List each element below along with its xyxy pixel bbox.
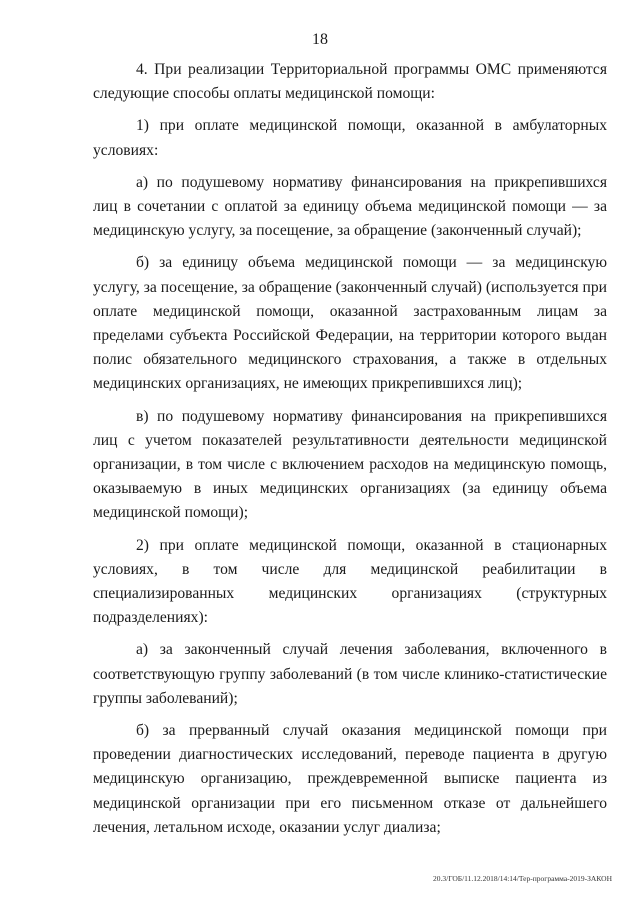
paragraph: в) по подушевому нормативу финансирования на прикрепившихся лиц с учетом показателей результативности деятельности медицинской организации, в том числе с включением расходов на медицинскую помощь, оказываемую в иных медицинских организациях (за единицу объема медицинской помощи); bbox=[93, 407, 607, 522]
document-body bbox=[93, 58, 607, 840]
page-number: 18 bbox=[312, 31, 328, 48]
document-footer: 20.3/ГОБ/11.12.2018/14:14/Тер-программа-2019-ЗАКОН bbox=[432, 874, 612, 883]
paragraph: а) за законченный случай лечения заболевания, включенного в соответствующую группу заболеваний (в том числе клинико-статистические группы заболеваний); bbox=[93, 641, 607, 707]
paragraph: б) за прерванный случай оказания медицинской помощи при проведении диагностических исследований, переводе пациента в другую медицинскую организацию, преждевременной выписке пациента из медицинской организации при его письменном отказе от дальнейшего лечения, летальном исходе, оказании услуг диализа; bbox=[93, 722, 607, 836]
paragraph: 1) при оплате медицинской помощи, оказанной в амбулаторных условиях: bbox=[93, 117, 607, 159]
paragraph: 4. При реализации Территориальной программы ОМС применяются следующие способы оплаты медицинской помощи: bbox=[93, 61, 607, 103]
paragraph: а) по подушевому нормативу финансирования на прикрепившихся лиц в сочетании с оплатой за единицу объема медицинской помощи — за медицинскую услугу, за посещение, за обращение (законченный случай); bbox=[93, 173, 607, 240]
paragraph: 2) при оплате медицинской помощи, оказанной в стационарных условиях, в том числе для медицинской реабилитации в специализированных медицинских организациях (структурных подразделениях): bbox=[93, 536, 607, 627]
paragraph: б) за единицу объема медицинской помощи — за медицинскую услугу, за посещение, за обращение (законченный случай) (используется при оплате медицинской помощи, оказанной застрахованным лицам за пределами субъекта Российской Федерации, на территории которого выдан полис обязательного медицинского страхования, а также в отдельных медицинских организациях, не имеющих прикрепившихся лиц); bbox=[93, 254, 607, 393]
